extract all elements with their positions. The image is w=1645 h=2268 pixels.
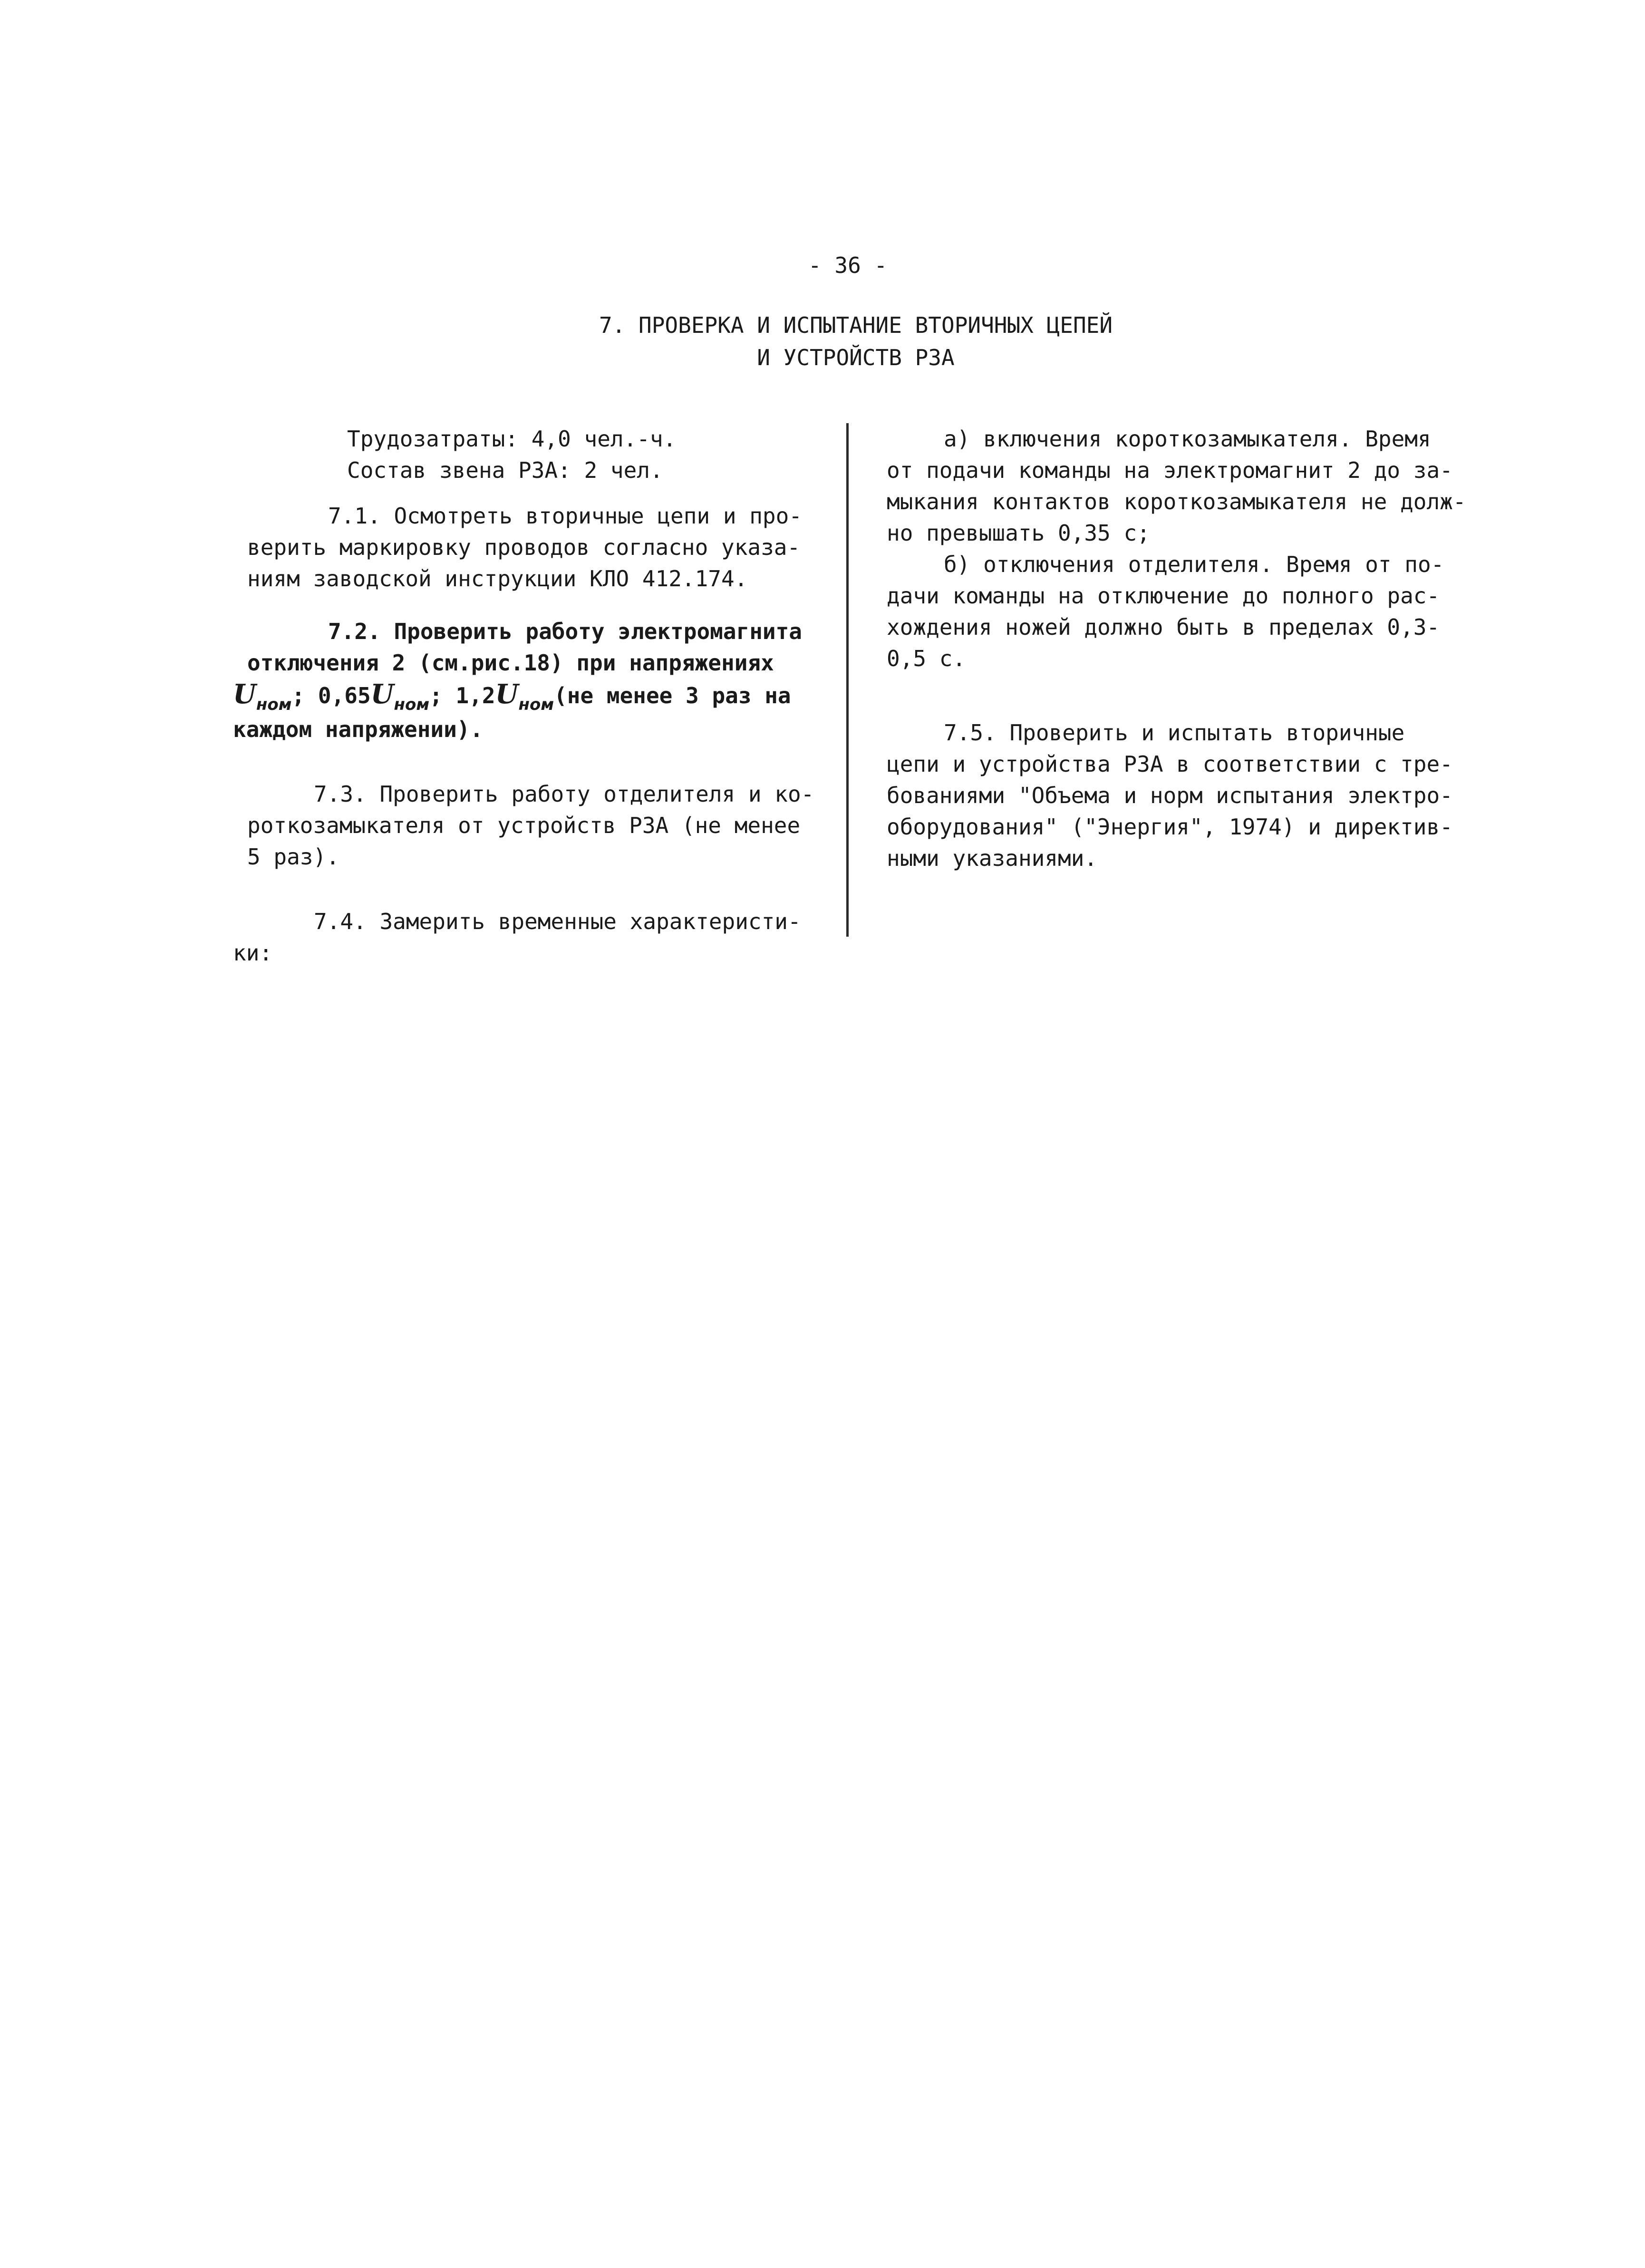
page-number: - 36 - (808, 252, 888, 278)
item-a-line: мыкания контактов короткозамыкателя не долж- (887, 489, 1466, 514)
item-7-4-line: ки: (233, 940, 273, 966)
section-title-line-1: 7. ПРОВЕРКА И ИСПЫТАНИЕ ВТОРИЧНЫХ ЦЕПЕЙ (599, 312, 1113, 338)
item-7-1-line: верить маркировку проводов согласно указа- (247, 534, 801, 560)
labor-costs-line: Трудозатраты: 4,0 чел.-ч. (347, 426, 677, 452)
voltage-symbol: U (233, 678, 256, 710)
item-7-5-line: ными указаниями. (887, 845, 1098, 871)
voltage-symbol: U (495, 678, 519, 710)
formula-separator: ; 0,65 (291, 683, 371, 708)
labor-block (233, 423, 818, 486)
voltage-formula-line (233, 678, 818, 714)
formula-separator: ; 1,2 (429, 683, 495, 708)
item-a (887, 423, 1466, 549)
item-7-5-line: оборудования" ("Энергия", 1974) и директив- (887, 814, 1453, 840)
item-7-2-line: каждом напряжении). (233, 717, 484, 742)
item-b-line: дачи команды на отключение до полного рас- (887, 583, 1440, 609)
item-7-5 (887, 717, 1453, 874)
item-b-line: б) отключения отделителя. Время от по- (944, 552, 1444, 577)
voltage-symbol: U (370, 678, 394, 710)
item-7-3-line: роткозамыкателя от устройств РЗА (не менее (247, 813, 801, 838)
item-a-line: от подачи команды на электромагнит 2 до за- (887, 457, 1453, 483)
item-7-5-line: цепи и устройства РЗА в соответствии с тре- (887, 751, 1453, 777)
item-7-2-line: 7.2. Проверить работу электромагнита (328, 619, 802, 644)
item-7-4-line: 7.4. Замерить временные характеристи- (314, 909, 801, 934)
item-b-line: хождения ножей должно быть в пределах 0,3- (887, 614, 1440, 640)
item-7-3-line: 7.3. Проверить работу отделителя и ко- (314, 781, 814, 807)
left-column (233, 423, 818, 969)
item-7-3-line: 5 раз). (247, 844, 339, 870)
item-7-5-line: 7.5. Проверить и испытать вторичные (944, 720, 1405, 746)
column-divider (846, 423, 849, 937)
item-a-line: но превышать 0,35 с; (887, 520, 1150, 546)
item-7-4 (233, 906, 818, 969)
voltage-subscript: ном (394, 695, 430, 714)
item-7-1 (233, 500, 818, 594)
right-column (887, 423, 1466, 874)
item-7-3 (233, 778, 818, 872)
voltage-subscript: ном (256, 695, 292, 714)
item-7-5-line: бованиями "Объема и норм испытания электро- (887, 783, 1453, 808)
item-7-2-line: отключения 2 (см.рис.18) при напряжениях (247, 650, 774, 676)
item-b-line: 0,5 с. (887, 646, 966, 671)
section-title (571, 309, 1141, 374)
item-a-line: а) включения короткозамыкателя. Время (944, 426, 1431, 452)
section-title-line-2: И УСТРОЙСТВ РЗА (757, 345, 955, 370)
crew-composition-line: Состав звена РЗА: 2 чел. (347, 457, 663, 483)
item-7-2 (233, 616, 818, 745)
item-b (887, 549, 1450, 674)
item-7-1-line: 7.1. Осмотреть вторичные цепи и про- (328, 503, 802, 529)
formula-tail: (не менее 3 раз на (554, 683, 791, 708)
voltage-subscript: ном (518, 695, 554, 714)
item-7-1-line: ниям заводской инструкции КЛО 412.174. (247, 566, 748, 591)
